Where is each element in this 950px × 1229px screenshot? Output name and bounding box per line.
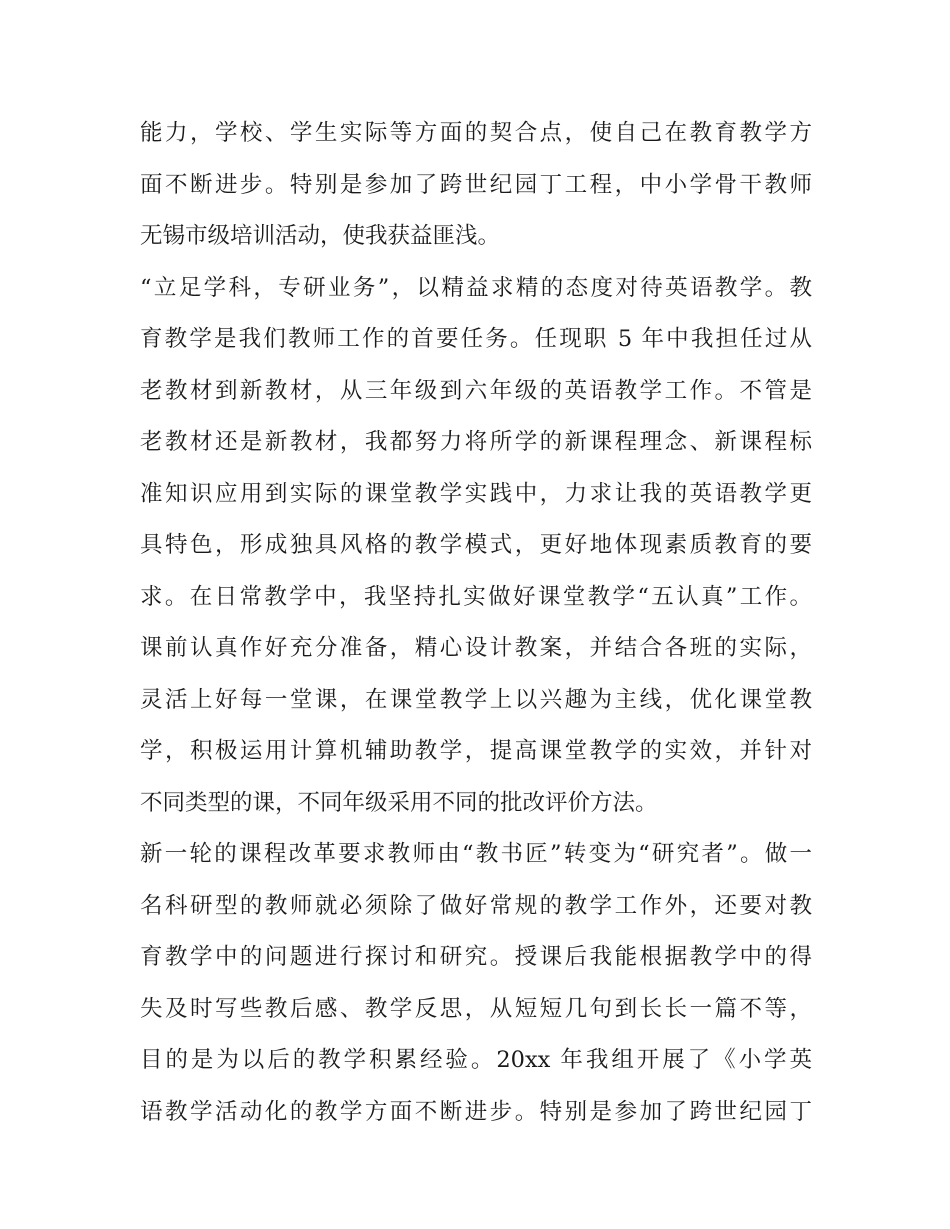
document-body	[140, 108, 812, 1138]
text-line: 失及时写些教后感、教学反思，从短短几句到长长一篇不等，	[140, 995, 812, 1022]
text-line: 面不断进步。特别是参加了跨世纪园丁工程，中小学骨干教师	[140, 171, 812, 198]
text-line: 新一轮的课程改革要求教师由“教书匠”转变为“研究者”。做一	[140, 841, 812, 867]
text-line: 学，积极运用计算机辅助教学，提高课堂教学的实效，并针对	[140, 738, 812, 764]
text-line: 课前认真作好充分准备，精心设计教案，并结合各班的实际，	[140, 635, 812, 661]
text-line: 老教材到新教材，从三年级到六年级的英语教学工作。不管是	[140, 377, 812, 404]
text-line: 育教学是我们教师工作的首要任务。任现职 5 年中我担任过从	[140, 326, 812, 352]
text-line: 老教材还是新教材，我都努力将所学的新课程理念、新课程标	[140, 429, 812, 455]
text-line: 目的是为以后的教学积累经验。20xx 年我组开展了《小学英	[140, 1047, 812, 1073]
text-line: 名科研型的教师就必须除了做好常规的教学工作外，还要对教	[140, 892, 812, 919]
text-line: 灵活上好每一堂课，在课堂教学上以兴趣为主线，优化课堂教	[140, 686, 812, 713]
text-line: 育教学中的问题进行探讨和研究。授课后我能根据教学中的得	[140, 944, 812, 970]
text-line: 能力，学校、学生实际等方面的契合点，使自己在教育教学方	[140, 120, 812, 146]
text-line: 具特色，形成独具风格的教学模式，更好地体现素质教育的要	[140, 532, 812, 558]
text-line: 不同类型的课，不同年级采用不同的批改评价方法。	[140, 789, 658, 816]
text-line: 求。在日常教学中，我坚持扎实做好课堂教学“五认真”工作。	[140, 583, 812, 610]
text-line: 准知识应用到实际的课堂教学实践中，力求让我的英语教学更	[140, 480, 812, 507]
text-line: 无锡市级培训活动，使我获益匪浅。	[140, 223, 501, 249]
text-line: “立足学科，专研业务”，以精益求精的态度对待英语教学。教	[140, 274, 812, 301]
text-line: 语教学活动化的教学方面不断进步。特别是参加了跨世纪园丁	[140, 1098, 812, 1125]
